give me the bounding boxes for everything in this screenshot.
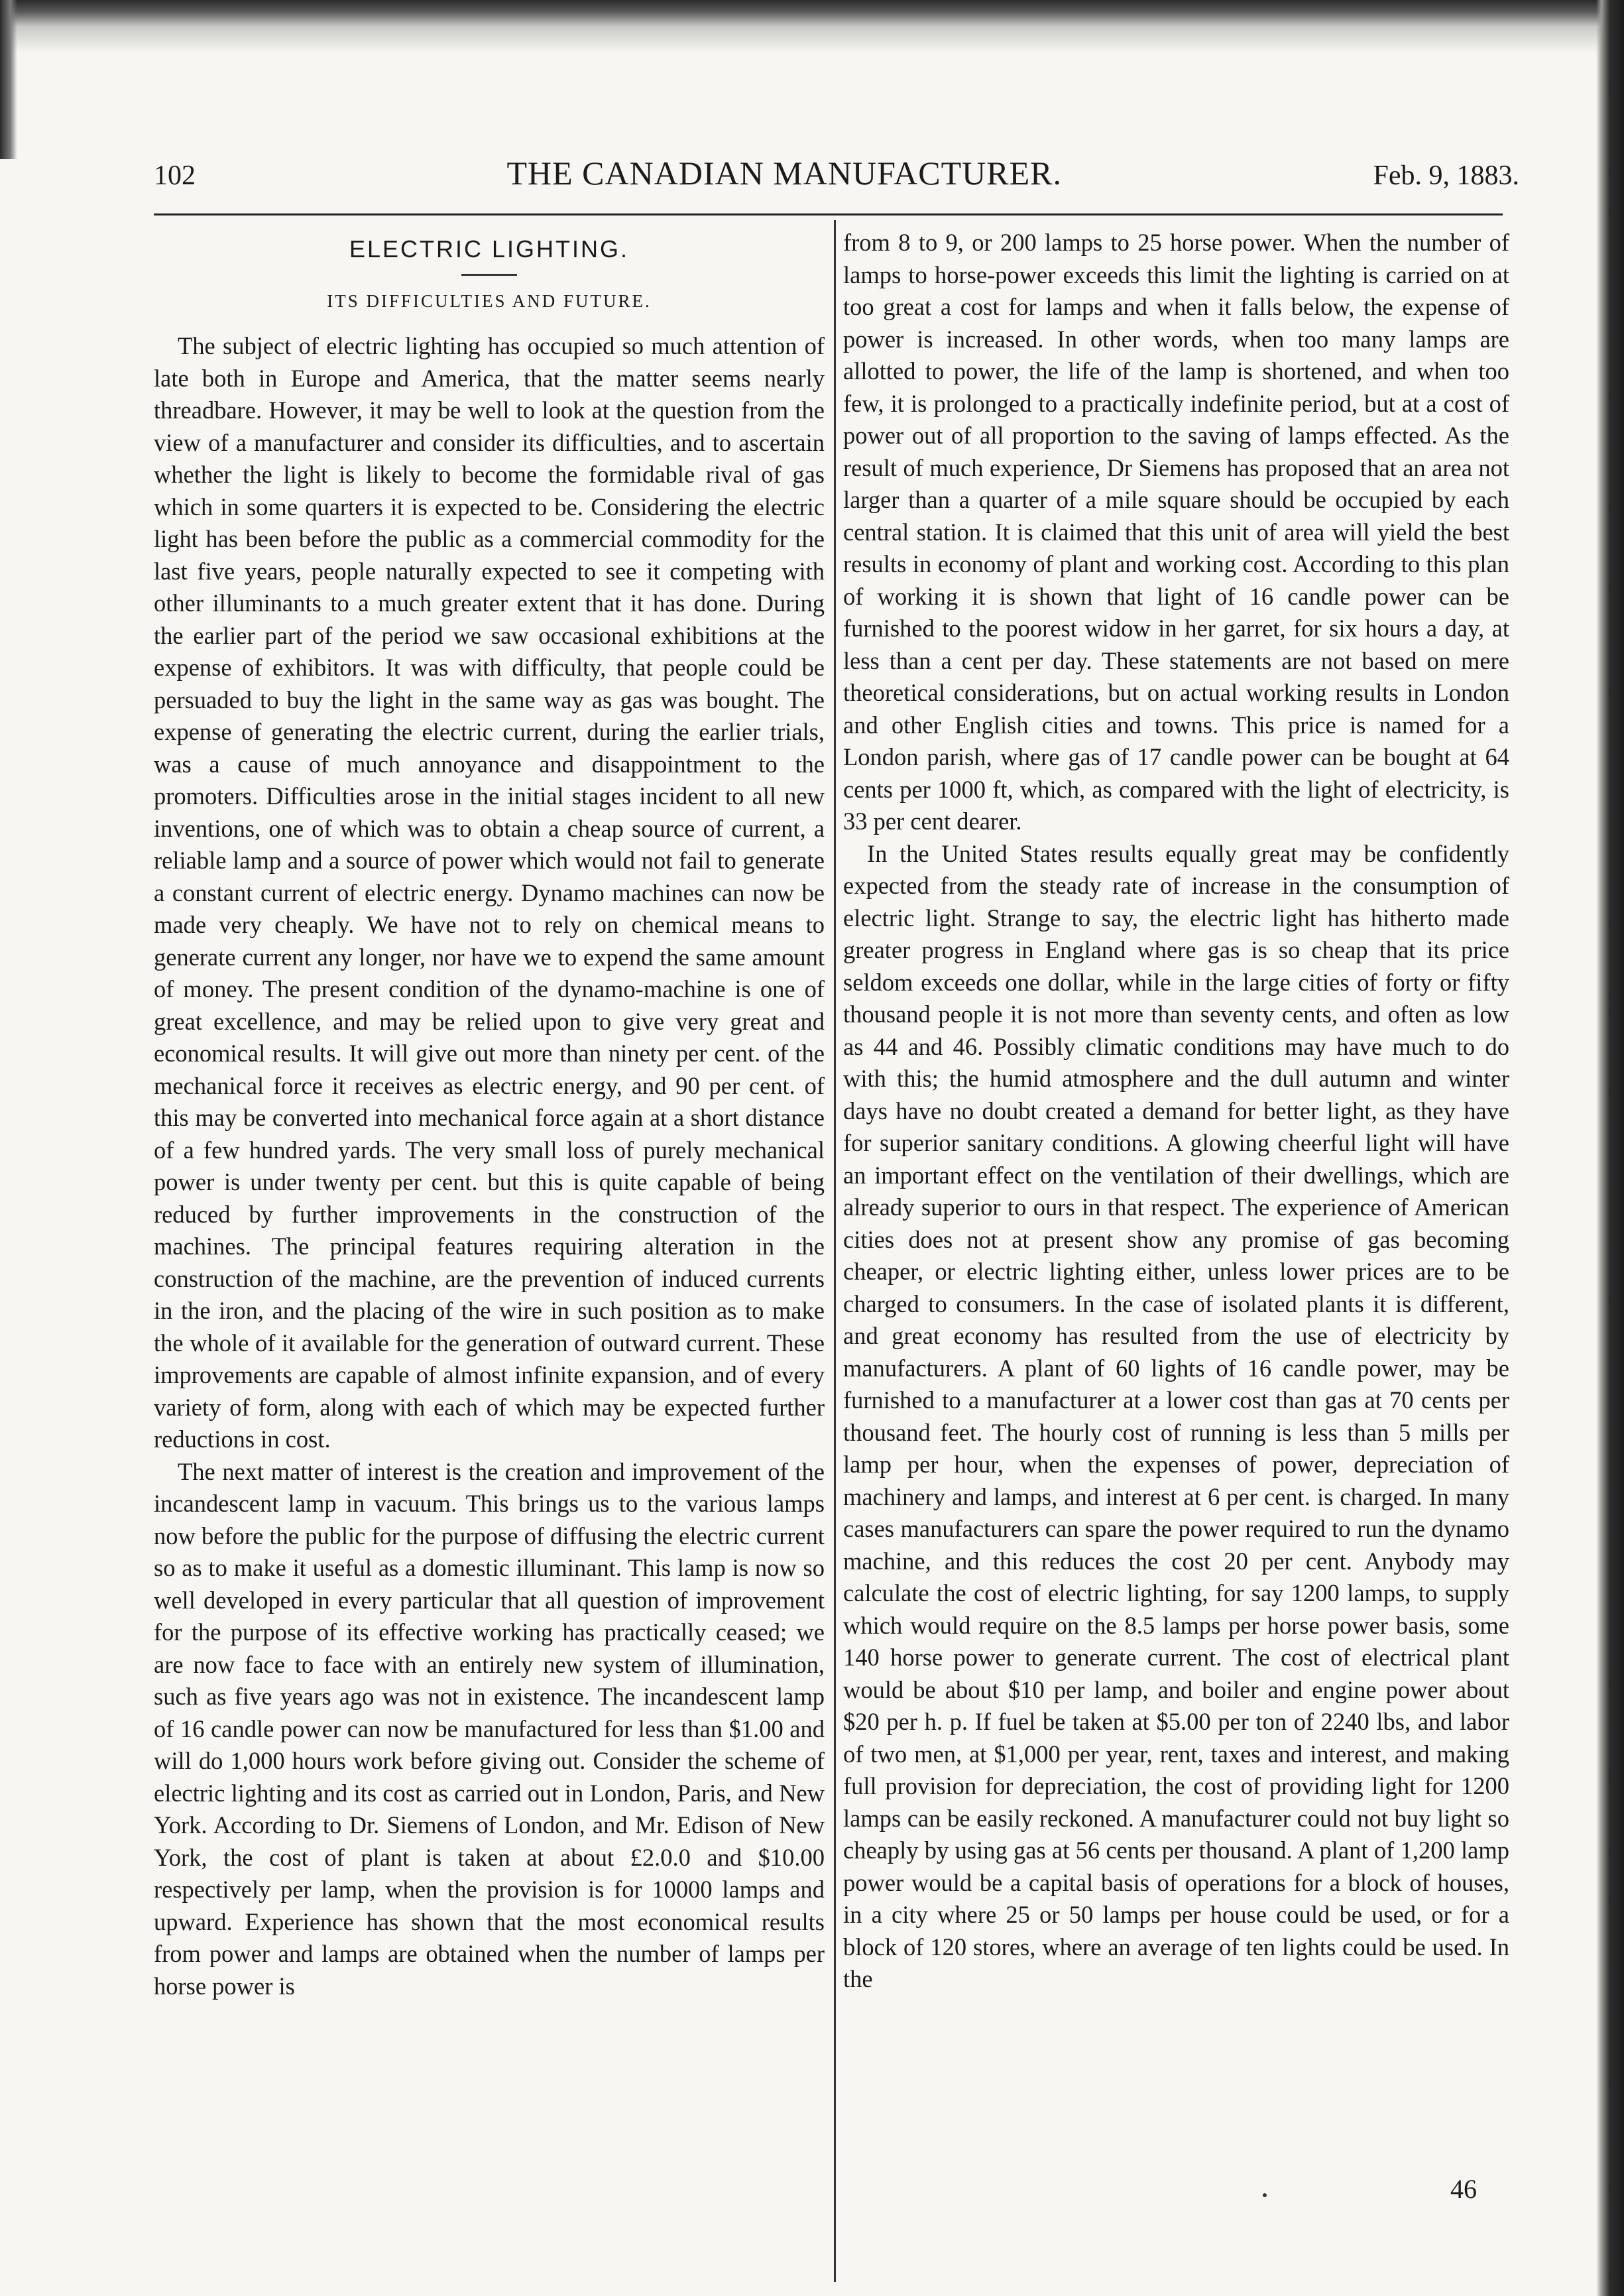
running-header — [154, 154, 1519, 200]
right-column — [843, 227, 1509, 1996]
paragraph: from 8 to 9, or 200 lamps to 25 horse power. When the number of lamps to horse-power exceeds this limit the lighting is carried on at too great a cost for lamps and when it falls below, the expense of power is increased. In other words, when too many lamps are allotted to power, the life of the lamp is shortened, and when too few, it is prolonged to a practically indefinite period, but at a cost of power out of all proportion to the saving of lamps effected. As the result of much experience, Dr Siemens has proposed that an area not larger than a quarter of a mile square should be occupied by each central station. It is claimed that this unit of area will yield the best results in economy of plant and working cost. According to this plan of working it is shown that light of 16 candle power can be furnished to the poorest widow in her garret, for six hours a day, at less than a cent per day. These statements are not based on mere theoretical considerations, but on actual working results in London and other English cities and towns. This price is named for a London parish, where gas of 17 candle power can be bought at 64 cents per 1000 ft, which, as compared with the light of electricity, is 33 per cent dearer. — [843, 229, 1509, 835]
issue-date: Feb. 9, 1883. — [1373, 160, 1519, 191]
paragraph: The next matter of interest is the creation and improvement of the incandescent lamp in vacuum. This brings us to the various lamps now before the public for the purpose of diffusing the electric current so as to make it useful as a domestic illuminant. This lamp is now so well developed in every particular that all question of improvement for the purpose of its effective working has practically ceased; we are now face to face with an entirely new system of illumination, such as five years ago was not in existence. The incandescent lamp of 16 candle power can now be manufactured for less than $1.00 and will do 1,000 hours work before giving out. Consider the scheme of electric lighting and its cost as carried out in London, Paris, and New York. According to Dr. Siemens of London, and Mr. Edison of New York, the cost of plant is taken at about £2.0.0 and $10.00 respectively per lamp, when the provision is for 10000 lamps and upward. Experience has shown that the most economical results from power and lamps are obtained when the number of lamps per horse power is — [154, 1457, 825, 2000]
article-title: ELECTRIC LIGHTING. — [349, 235, 630, 263]
header-rule — [154, 213, 1503, 215]
scan-edge-right — [1596, 0, 1624, 2296]
page-number: 102 — [154, 160, 196, 191]
scan-edge-left — [0, 0, 17, 159]
column-divider — [834, 220, 836, 2282]
left-column — [154, 227, 825, 2002]
article-subtitle: ITS DIFFICULTIES AND FUTURE. — [327, 290, 652, 311]
scan-edge-top — [0, 0, 1624, 54]
ink-speck — [1263, 2193, 1267, 2197]
publication-title: THE CANADIAN MANUFACTURER. — [506, 154, 1063, 192]
paragraph: In the United States results equally great may be confidently expected from the steady rate of increase in the consumption of electric light. Strange to say, the electric light has hitherto made greater progress in England where gas is so cheap that its price seldom exceeds one dollar, while in the large cities of forty or fifty thousand people it is not more than seventy cents, and often as low as 44 and 46. Possibly climatic conditions may have much to do with this; the humid atmosphere and the dull autumn and winter days have no doubt created a demand for better light, as they have for superior sanitary conditions. A glowing cheerful light will have an important effect on the ventilation of their dwellings, which are already superior to ours in that respect. The experience of American cities does not at present show any promise of gas becoming cheaper, or electric lighting either, unless lower prices are to be charged to consumers. In the case of isolated plants it is different, and great economy has resulted from the use of electricity by manufacturers. A plant of 60 lights of 16 candle power, may be furnished to a manufacturer at a lower cost than gas at 70 cents per thousand feet. The hourly cost of running is less than 5 mills per lamp per hour, when the expenses of power, depreciation of machinery and lamps, and interest at 6 per cent. is charged. In many cases manufacturers can spare the power required to run the dynamo machine, and this reduces the cost 20 per cent. Anybody may calculate the cost of electric lighting, for say 1200 lamps, to supply which would require on the 8.5 lamps per horse power basis, some 140 horse power to generate current. The cost of electrical plant would be about $10 per lamp, and boiler and engine power about $20 per h. p. If fuel be taken at $5.00 per ton of 2240 lbs, and labor of two men, at $1,000 per year, rent, taxes and interest, and making full provision for depreciation, the cost of providing light for 1200 lamps can be easily reckoned. A manufacturer could not buy light so cheaply by using gas at 56 cents per thousand. A plant of 1,200 lamp power would be a capital basis of operations for a block of houses, in a city where 25 or 50 lamps per house could be used, or for a block of 120 stores, where an average of ten lights could be used. In the — [843, 839, 1509, 1992]
paragraph: The subject of electric lighting has occupied so much attention of late both in Europe and America, that the matter seems nearly threadbare. However, it may be well to look at the question from the view of a manufacturer and consider its difficulties, and to ascertain whether the light is likely to become the formidable rival of gas which in some quarters it is expected to be. Considering the electric light has been before the public as a commercial commodity for the last five years, people naturally expected to see it competing with other illuminants to a much greater extent that it has done. During the earlier part of the period we saw occasional exhibitions at the expense of exhibitors. It was with difficulty, that people could be persuaded to buy the light in the same way as gas was bought. The expense of generating the electric current, during the earlier trials, was a cause of much annoyance and disappointment to the promoters. Difficulties arose in the initial stages incident to all new inventions, one of which was to obtain a cheap source of current, a reliable lamp and a source of power which would not fail to generate a constant current of electric energy. Dynamo machines can now be made very cheaply. We have not to rely on chemical means to generate current any longer, nor have we to expend the same amount of money. The present condition of the dynamo-machine is one of great excellence, and may be relied upon to give very great and economical results. It will give out more than ninety per cent. of the mechanical force it receives as electric energy, and 90 per cent. of this may be converted into mechanical force again at a short distance of a few hundred yards. The very small loss of purely mechanical power is under twenty per cent. but this is quite capable of being reduced by further improvements in the construction of the machines. The principal features requiring alteration in the construction of the machine, are the prevention of induced currents in the iron, and the placing of the wire in such position as to make the whole of it available for the generation of outward current. These improvements are capable of almost infinite expansion, and of every variety of form, along with each of which may be expected further reductions in cost. — [154, 332, 825, 1453]
folio-number: 46 — [1450, 2174, 1477, 2204]
title-rule — [461, 274, 517, 276]
